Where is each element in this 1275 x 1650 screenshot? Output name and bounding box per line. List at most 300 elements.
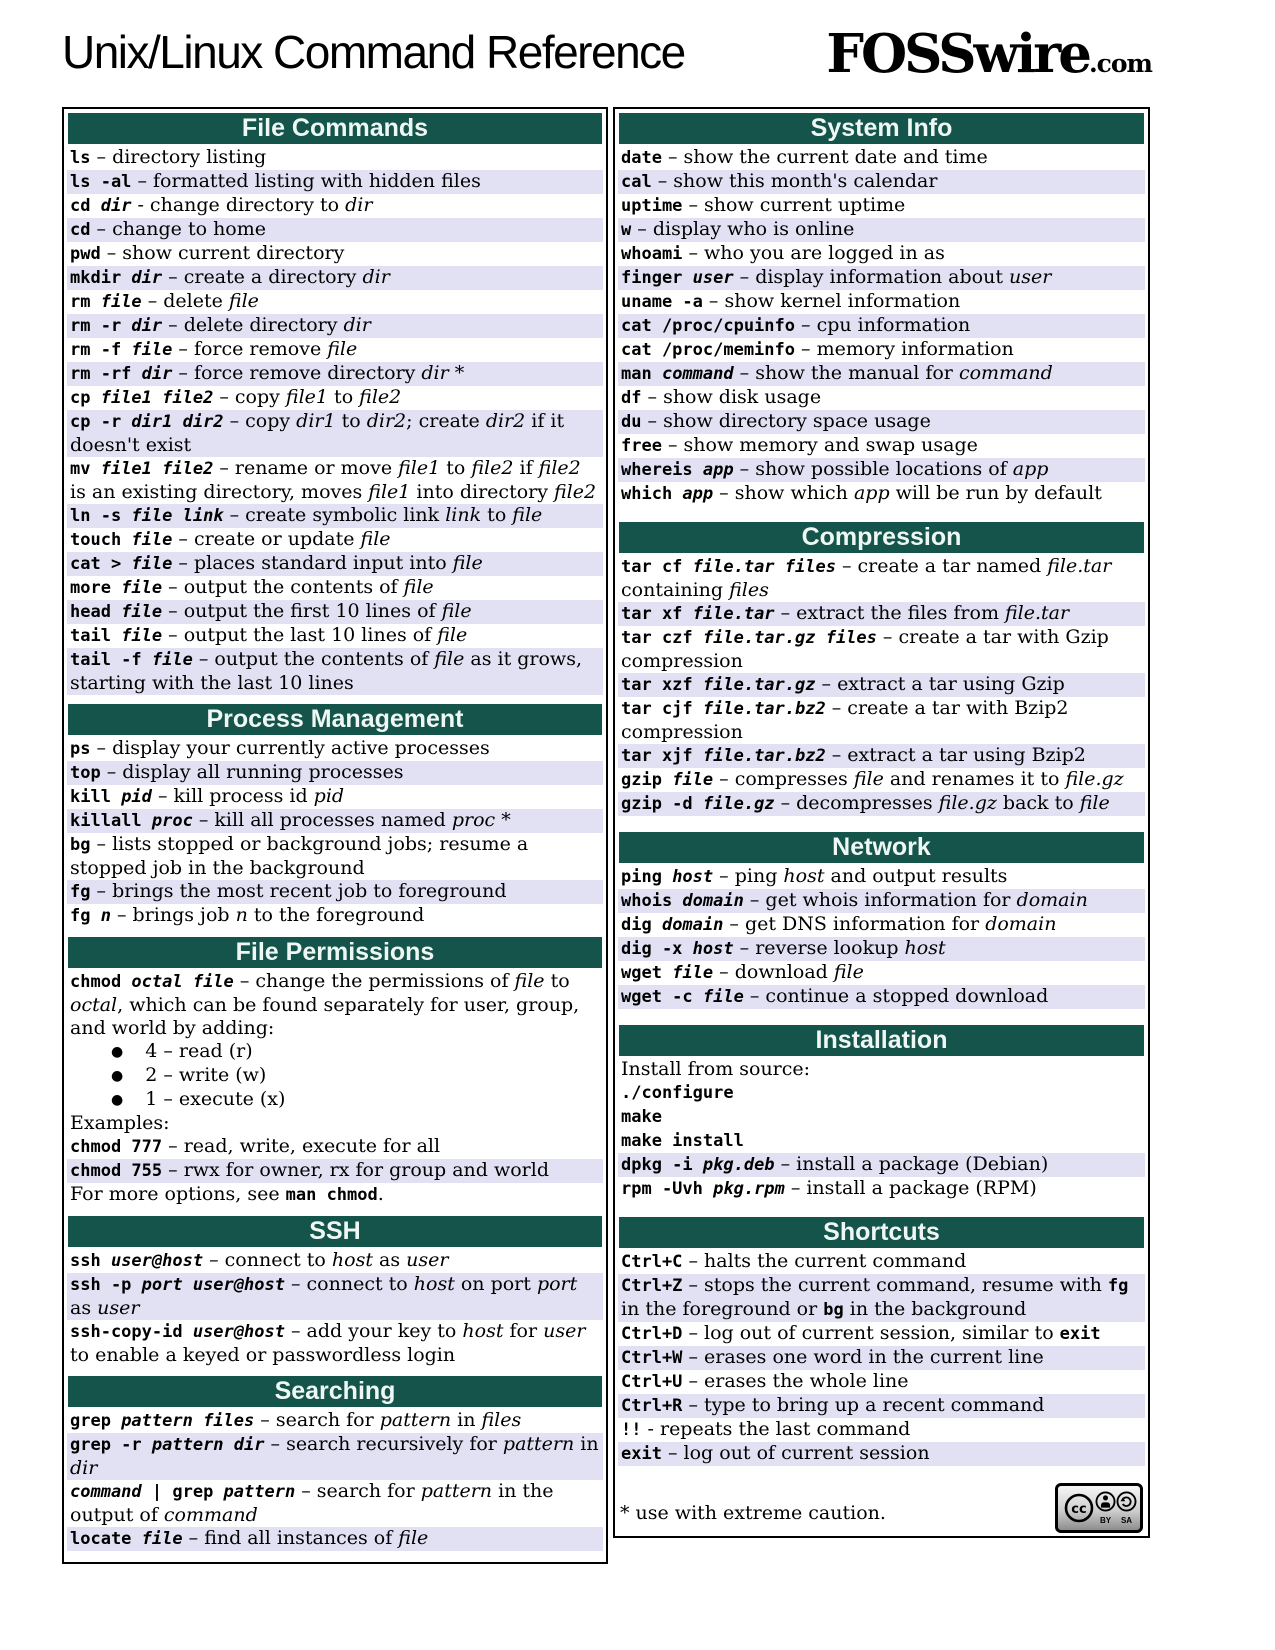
command-row <box>67 146 603 170</box>
description-text: Install from source: <box>621 1058 811 1080</box>
command-text: | grep <box>141 1482 224 1502</box>
command-text: uname -a <box>621 292 703 312</box>
command-text: ssh <box>70 1251 111 1271</box>
command-text: make install <box>621 1131 744 1151</box>
command-row <box>618 961 1145 985</box>
description-text: – delete directory <box>162 314 344 336</box>
command-text: mkdir <box>70 268 132 288</box>
share-alike-icon <box>1116 1491 1137 1516</box>
command-text: rpm -Uvh <box>621 1179 714 1199</box>
argument-text: pkg.rpm <box>713 1179 785 1199</box>
term-reference: file <box>512 504 543 526</box>
argument-text: pattern files <box>121 1411 255 1431</box>
description-text: – create symbolic link <box>223 504 446 526</box>
argument-text: file <box>121 626 163 646</box>
command-row <box>67 880 603 904</box>
description-text: – show current uptime <box>682 194 906 216</box>
description-text: – change to home <box>90 218 267 240</box>
description-text: – cpu information <box>795 314 971 336</box>
command-text: tail -f <box>70 650 152 670</box>
command-text: cal <box>621 172 652 192</box>
caution-note: * use with extreme caution. <box>620 1502 886 1524</box>
argument-text: file <box>121 578 163 598</box>
description-text: – brings job <box>110 904 236 926</box>
command-row <box>67 362 603 386</box>
argument-text: host <box>692 939 734 959</box>
description-text: for <box>503 1320 544 1342</box>
description-text: – copy <box>213 386 286 408</box>
section-header: Installation <box>619 1025 1144 1056</box>
command-row <box>67 1249 603 1273</box>
description-text: – connect to <box>203 1249 332 1271</box>
command-row <box>67 785 603 809</box>
argument-text: file <box>131 530 173 550</box>
term-reference: proc <box>451 809 496 831</box>
page-title: Unix/Linux Command Reference <box>62 26 685 78</box>
command-text: make <box>621 1107 662 1127</box>
command-row <box>618 482 1145 506</box>
section-header: Network <box>619 832 1144 863</box>
command-text: killall <box>70 811 152 831</box>
argument-text: user@host <box>110 1251 204 1271</box>
argument-text: user <box>692 268 734 288</box>
term-reference: file2 <box>471 457 514 479</box>
description-text: – show the manual for <box>733 362 959 384</box>
command-row <box>67 1135 603 1159</box>
term-reference: host <box>783 865 825 887</box>
term-reference: files <box>729 579 769 601</box>
term-reference: file2 <box>359 386 402 408</box>
command-row <box>67 624 603 648</box>
cc-by-label: BY <box>1099 1516 1112 1525</box>
term-reference: pattern <box>420 1480 493 1502</box>
command-row <box>618 913 1145 937</box>
term-reference: domain <box>985 913 1057 935</box>
argument-text: dir <box>141 364 173 384</box>
masthead <box>62 22 1152 85</box>
command-row <box>67 242 603 266</box>
command-row <box>67 1433 603 1480</box>
command-text: whereis <box>621 460 703 480</box>
term-reference: dir <box>362 266 390 288</box>
term-reference: octal <box>70 994 118 1016</box>
term-reference: files <box>481 1409 522 1431</box>
description-text: – show the current date and time <box>661 146 988 168</box>
argument-text: app <box>702 460 734 480</box>
command-row <box>618 434 1145 458</box>
description-text: will be run by default <box>889 482 1102 504</box>
command-text: tar czf <box>621 628 703 648</box>
command-text: wget <box>621 963 673 983</box>
command-text: tail <box>70 626 122 646</box>
description-text: – extract a tar using Bzip2 <box>825 744 1086 766</box>
command-text: mv <box>70 459 101 479</box>
description-text: – create a tar with Bzip2 compression <box>621 697 1069 743</box>
command-text: chmod 777 <box>70 1137 163 1157</box>
command-text: more <box>70 578 122 598</box>
argument-text: pattern <box>223 1482 296 1502</box>
command-row <box>618 697 1145 744</box>
term-reference: link <box>445 504 482 526</box>
command-text: ln -s <box>70 506 132 526</box>
command-text: fg <box>70 906 101 926</box>
command-row <box>67 1273 603 1320</box>
command-row <box>67 737 603 761</box>
term-reference: pattern <box>379 1409 452 1431</box>
description-text: – read, write, execute for all <box>162 1135 441 1157</box>
description-text: – decompresses <box>774 792 939 814</box>
command-text: touch <box>70 530 132 550</box>
argument-text: file <box>100 292 142 312</box>
description-text: – show kernel information <box>702 290 961 312</box>
command-text: fg <box>1107 1276 1129 1296</box>
command-row <box>67 266 603 290</box>
term-reference: file <box>514 970 545 992</box>
description-text: – memory information <box>795 338 1014 360</box>
command-text: free <box>621 436 662 456</box>
section-file-commands <box>67 112 603 695</box>
command-row <box>67 338 603 362</box>
description-text: back to <box>996 792 1080 814</box>
description-text: * <box>448 362 465 384</box>
command-row <box>67 1064 603 1088</box>
command-text: wget -c <box>621 987 703 1007</box>
argument-text: file.gz <box>702 794 775 814</box>
argument-text: file.tar.bz2 <box>702 699 826 719</box>
command-row <box>67 218 603 242</box>
term-reference: dir2 <box>485 410 526 432</box>
argument-text: file <box>141 1529 183 1549</box>
command-row <box>618 985 1145 1009</box>
description-text: – delete <box>141 290 229 312</box>
description-text: – show disk usage <box>641 386 822 408</box>
command-row <box>618 338 1145 362</box>
command-row <box>67 170 603 194</box>
command-text: exit <box>1059 1324 1101 1344</box>
argument-text: dir <box>131 268 163 288</box>
command-text: exit <box>621 1444 662 1464</box>
description-text: – ping <box>713 865 784 887</box>
command-text: rm -r <box>70 316 132 336</box>
description-text: – add your key to <box>284 1320 463 1342</box>
command-row <box>618 1370 1145 1394</box>
command-row <box>67 1409 603 1433</box>
term-reference: command <box>958 362 1053 384</box>
argument-text: dir <box>131 316 163 336</box>
description-text: to <box>481 504 513 526</box>
command-text: whoami <box>621 244 683 264</box>
command-text: tar xjf <box>621 746 703 766</box>
command-row <box>618 792 1145 816</box>
argument-text: n <box>100 906 111 926</box>
description-text: – find all instances of <box>182 1527 399 1549</box>
command-text: ssh -p <box>70 1275 142 1295</box>
description-text: as <box>372 1249 407 1271</box>
description-text: – directory listing <box>90 146 267 168</box>
command-row <box>618 386 1145 410</box>
command-text: pwd <box>70 244 101 264</box>
logo-suffix: .com <box>1088 48 1152 78</box>
term-reference: file <box>398 1527 429 1549</box>
description-text: to enable a keyed or passwordless login <box>70 1344 456 1366</box>
term-reference: file <box>833 961 864 983</box>
svg-text:cc: cc <box>1071 1502 1087 1517</box>
section-shortcuts <box>618 1216 1145 1466</box>
description-text: For more options, see <box>70 1183 286 1205</box>
description-text: is an existing directory, moves <box>70 481 369 503</box>
description-text: – force remove <box>172 338 328 360</box>
command-text: uptime <box>621 196 683 216</box>
share-alike-unit <box>1116 1491 1137 1525</box>
command-text: gzip -d <box>621 794 703 814</box>
command-row <box>618 1418 1145 1442</box>
description-text: – search recursively for <box>264 1433 503 1455</box>
description-text: to <box>544 970 570 992</box>
description-text: to the foreground <box>247 904 425 926</box>
command-row <box>67 194 603 218</box>
command-text: tar xzf <box>621 675 703 695</box>
command-row <box>618 1058 1145 1081</box>
command-text: dpkg -i <box>621 1155 703 1175</box>
section-header: SSH <box>68 1216 602 1247</box>
command-text: whois <box>621 891 683 911</box>
bullet-icon: ● <box>111 1068 124 1084</box>
command-row <box>67 410 603 457</box>
argument-text: file.tar <box>692 604 775 624</box>
command-row <box>618 146 1145 170</box>
command-row <box>618 626 1145 673</box>
command-row <box>67 1183 603 1207</box>
description-text: - repeats the last command <box>641 1418 911 1440</box>
command-row <box>618 1274 1145 1322</box>
description-text: – show memory and swap usage <box>661 434 978 456</box>
description-text: – search for <box>254 1409 380 1431</box>
cc-license-badge <box>1055 1483 1143 1533</box>
term-reference: user <box>1009 266 1052 288</box>
description-text: – display who is online <box>631 218 855 240</box>
term-reference: file.gz <box>938 792 997 814</box>
argument-text: port user@host <box>141 1275 285 1295</box>
description-text: in <box>451 1409 482 1431</box>
command-text: du <box>621 412 642 432</box>
command-text: ps <box>70 739 91 759</box>
term-reference: file <box>452 552 483 574</box>
description-text: to <box>440 457 472 479</box>
description-text: Examples: <box>70 1112 170 1134</box>
description-text: – display all running processes <box>100 761 404 783</box>
command-row <box>618 170 1145 194</box>
section-header: Compression <box>619 522 1144 553</box>
argument-text: dir <box>100 196 132 216</box>
command-row <box>67 1480 603 1527</box>
description-text: 4 – read (r) <box>145 1040 253 1062</box>
description-text: – log out of current session <box>661 1442 930 1464</box>
command-row <box>67 290 603 314</box>
term-reference: file <box>853 768 884 790</box>
command-text: man <box>621 364 662 384</box>
command-row <box>67 457 603 504</box>
command-row <box>618 555 1145 602</box>
description-text: * <box>495 809 511 831</box>
command-text: head <box>70 602 122 622</box>
command-text: rm <box>70 292 101 312</box>
description-text: to <box>328 386 360 408</box>
section-header: Shortcuts <box>619 1217 1144 1248</box>
command-row <box>618 194 1145 218</box>
command-text: man chmod <box>285 1185 378 1205</box>
description-text: and output results <box>824 865 1008 887</box>
command-text: ./configure <box>621 1083 734 1103</box>
term-reference: file <box>327 338 358 360</box>
argument-text: host <box>672 867 714 887</box>
command-row <box>618 889 1145 913</box>
term-reference: host <box>413 1273 455 1295</box>
command-text: Ctrl+D <box>621 1324 683 1344</box>
description-text: – formatted listing with hidden files <box>131 170 481 192</box>
description-text: as <box>70 1297 98 1319</box>
term-reference: file.tar <box>1047 555 1112 577</box>
term-reference: file1 <box>368 481 411 503</box>
command-row <box>67 314 603 338</box>
argument-text: file <box>151 650 193 670</box>
command-row <box>618 744 1145 768</box>
command-row <box>67 1159 603 1183</box>
command-text: Ctrl+U <box>621 1372 683 1392</box>
command-text: grep -r <box>70 1435 152 1455</box>
argument-text: file <box>672 770 714 790</box>
command-row <box>67 1527 603 1551</box>
term-reference: user <box>406 1249 449 1271</box>
argument-text: command <box>661 364 734 384</box>
term-reference: pid <box>313 785 345 807</box>
description-text: – search for <box>295 1480 421 1502</box>
argument-text: file1 file2 <box>100 459 214 479</box>
description-text: – show current directory <box>100 242 345 264</box>
command-row <box>618 1129 1145 1153</box>
argument-text: file.tar.bz2 <box>702 746 826 766</box>
command-row <box>618 218 1145 242</box>
argument-text: domain <box>682 891 744 911</box>
term-reference: app <box>1012 458 1049 480</box>
description-text: – output the last 10 lines of <box>162 624 438 646</box>
description-text: , which can be found separately for user, group, and world by adding: <box>70 994 580 1039</box>
command-row <box>67 904 603 928</box>
argument-text: pid <box>121 787 152 807</box>
description-text: – force remove directory <box>172 362 422 384</box>
description-text: on port <box>454 1273 537 1295</box>
command-text: fg <box>70 882 91 902</box>
section-system-info <box>618 112 1145 506</box>
description-text: – extract a tar using Gzip <box>815 673 1065 695</box>
left-column <box>62 107 608 1564</box>
description-text: ; create <box>406 410 486 432</box>
description-text: in <box>574 1433 599 1455</box>
cc-icon <box>1063 1492 1095 1524</box>
description-text: – stops the current command, resume with <box>682 1274 1108 1296</box>
command-text: Ctrl+W <box>621 1348 683 1368</box>
bullet-icon: ● <box>111 1092 124 1108</box>
description-text: – output the contents of <box>192 648 435 670</box>
section-ssh <box>67 1215 603 1367</box>
term-reference: domain <box>1016 889 1088 911</box>
command-text: chmod <box>70 972 132 992</box>
term-reference: dir <box>70 1457 98 1479</box>
description-text: – create a directory <box>162 266 363 288</box>
description-text: in the foreground or <box>621 1298 824 1320</box>
command-text: kill <box>70 787 122 807</box>
description-text: – show which <box>713 482 854 504</box>
description-text: – brings the most recent job to foreground <box>90 880 507 902</box>
command-text: ssh-copy-id <box>70 1322 193 1342</box>
command-text: finger <box>621 268 693 288</box>
command-row <box>618 1153 1145 1177</box>
description-text: – reverse lookup <box>733 937 905 959</box>
command-row <box>67 1112 603 1135</box>
term-reference: dir <box>345 194 373 216</box>
command-row <box>618 1346 1145 1370</box>
command-text: ls -al <box>70 172 132 192</box>
description-text: – lists stopped or background jobs; resume a stopped job in the background <box>70 833 529 879</box>
term-reference: host <box>462 1320 504 1342</box>
term-reference: file <box>228 290 259 312</box>
argument-text: app <box>682 484 714 504</box>
argument-text: domain <box>661 915 724 935</box>
term-reference: file <box>403 576 434 598</box>
command-row <box>618 410 1145 434</box>
description-text: if <box>513 457 539 479</box>
term-reference: user <box>97 1297 140 1319</box>
right-column <box>613 107 1150 1538</box>
command-row <box>618 602 1145 626</box>
description-text: . <box>377 1183 384 1205</box>
term-reference: file <box>437 624 468 646</box>
term-reference: dir <box>421 362 449 384</box>
section-file-permissions <box>67 936 603 1207</box>
command-row <box>67 809 603 833</box>
command-text: Ctrl+C <box>621 1252 683 1272</box>
command-text: df <box>621 388 642 408</box>
command-row <box>618 1081 1145 1105</box>
description-text: – places standard input into <box>172 552 453 574</box>
argument-text: octal file <box>131 972 234 992</box>
description-text: – type to bring up a recent command <box>682 1394 1045 1416</box>
section-header: System Info <box>619 113 1144 144</box>
argument-text: user@host <box>192 1322 285 1342</box>
command-text: cat /proc/meminfo <box>621 340 795 360</box>
command-text: tar cjf <box>621 699 703 719</box>
command-text: rm -rf <box>70 364 142 384</box>
section-process-management <box>67 703 603 928</box>
command-text: cat > <box>70 554 132 574</box>
argument-text: file <box>672 963 714 983</box>
command-text: tar cf <box>621 557 693 577</box>
command-text: bg <box>823 1300 844 1320</box>
section-searching <box>67 1375 603 1551</box>
column-footer <box>618 1481 1145 1533</box>
term-reference: dir1 <box>296 410 336 432</box>
argument-text: file link <box>131 506 224 526</box>
term-reference: file1 <box>398 457 441 479</box>
description-text: into directory <box>410 481 554 503</box>
description-text: – output the first 10 lines of <box>162 600 442 622</box>
command-row <box>618 865 1145 889</box>
command-row <box>618 242 1145 266</box>
command-text: locate <box>70 1529 142 1549</box>
description-text: and renames it to <box>883 768 1066 790</box>
command-text: Ctrl+Z <box>621 1276 683 1296</box>
term-reference: file2 <box>554 481 597 503</box>
description-text: – install a package (Debian) <box>774 1153 1049 1175</box>
